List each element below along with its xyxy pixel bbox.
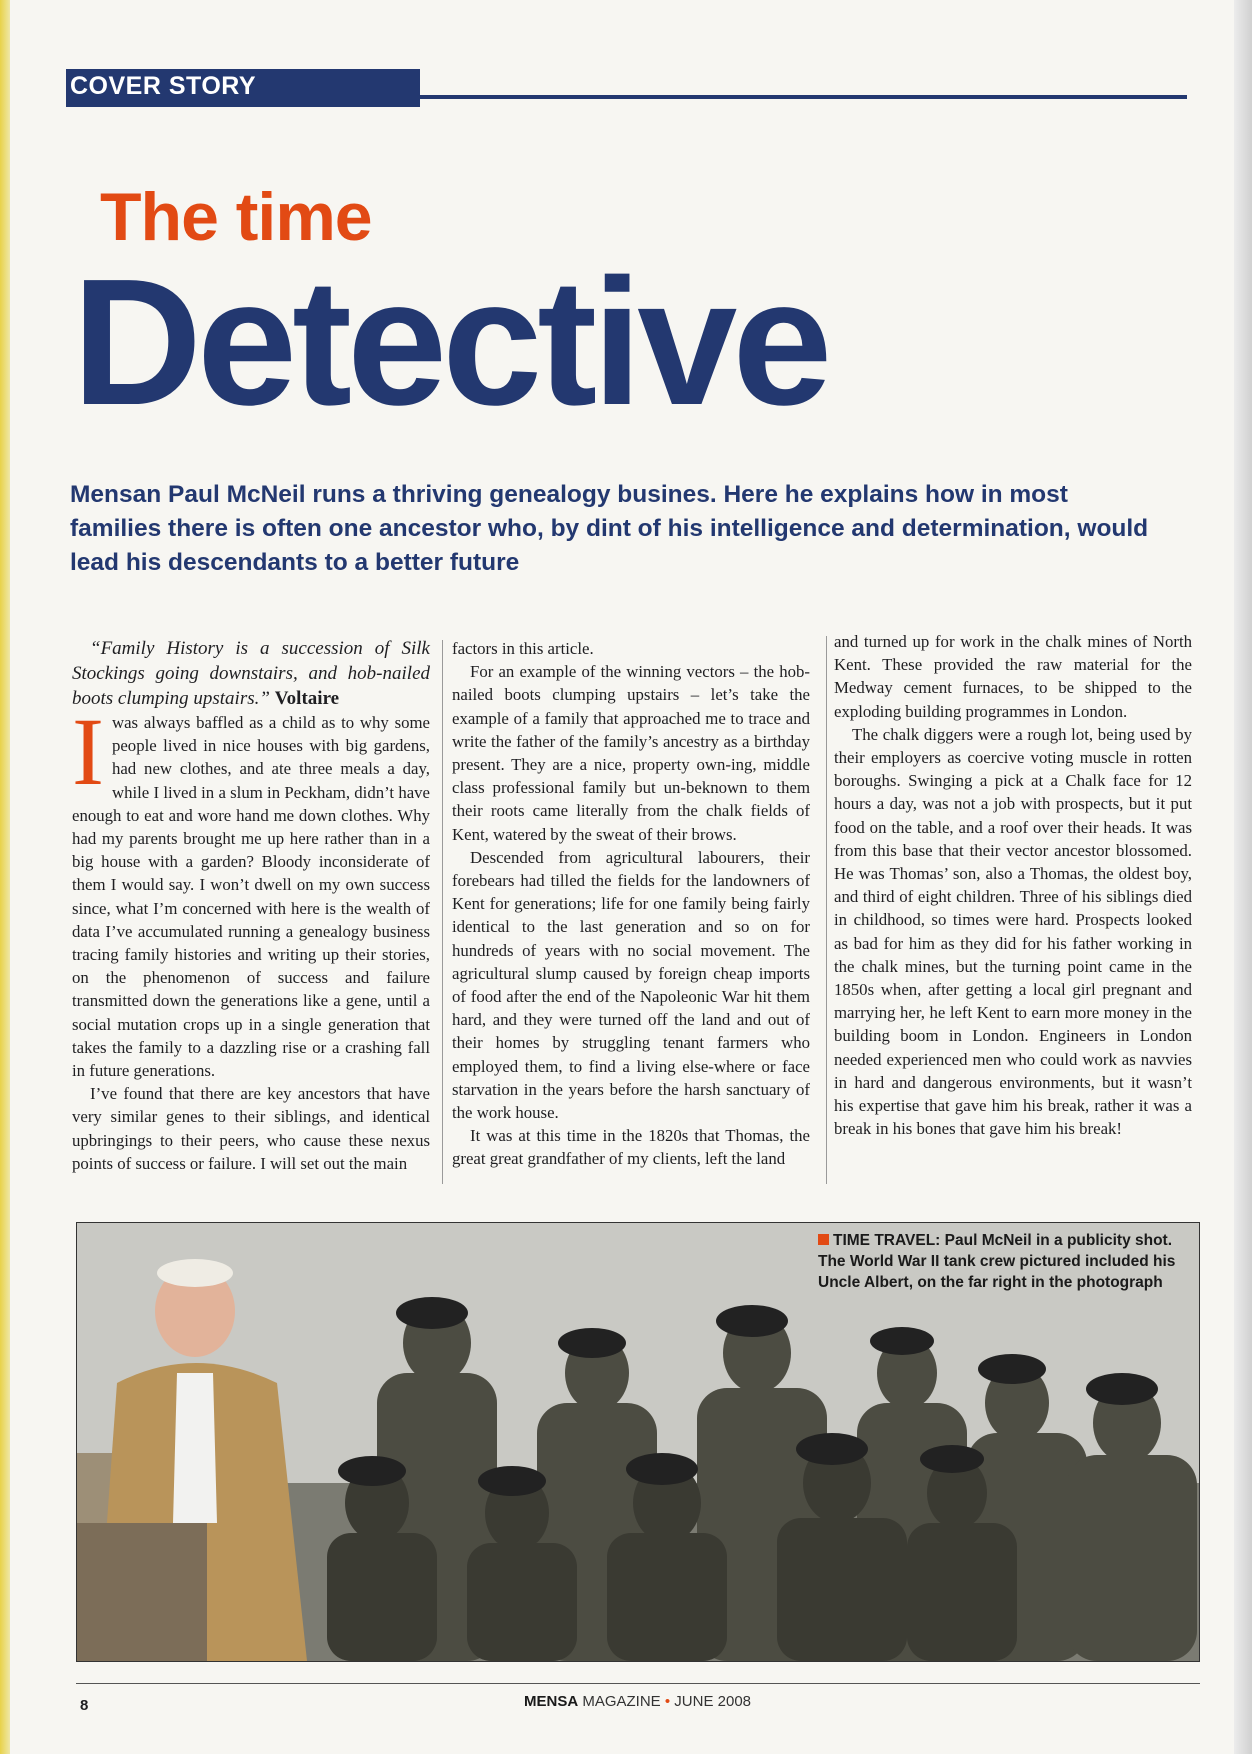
photo-caption [818, 1230, 1190, 1293]
article-column-1 [72, 636, 430, 1175]
paragraph: and turned up for work in the chalk mines of North Kent. These provided the raw material for the Medway cement furnaces, to be shipped to the exploding building programmes in London. [834, 632, 1192, 721]
paragraph: Descended from agricultural labourers, their forebears had tilled the fields for the landowners of Kent for generations; life for one family being fairly identical to the last generation and so on for hundreds of years with no social movement. The agricultural slump caused by foreign cheap imports of food after the end of the Napoleonic War hit them hard, and they were turned off the land and out of their homes by struggling tenant farmers who employed them, to find a living else-where or face starvation in the years before the harsh sanctuary of the work house. [452, 847, 810, 1123]
section-label: COVER STORY [70, 72, 257, 100]
headline-kicker: The time [100, 179, 372, 255]
paragraph: The chalk diggers were a rough lot, being used by their employers as coercive voting muscle in rotten boroughs. Swinging a pick at a Chalk face for 12 hours a day, was not a job with prospects, but it put food on the table, and a roof over their heads. It was from this base that their vector ancestor blossomed. He was Thomas’ son, also a Thomas, the oldest boy, and third of eight children. Three of his siblings died in childhood, so times were hard. Prospects looked as bad for him as they did for his father working in the chalk mines, but the turning point came in the 1850s when, after getting a local girl pregnant and marrying her, he left Kent to earn more money in the building boom in London. Engineers in London needed experienced men who could work as navvies in hard and dangerous environments, but it wasn’t his expertise that gave him his break, rather it was a break in his bones that gave him his break! [834, 724, 1192, 1139]
paragraph: I’ve found that there are key ancestors that have very similar genes to their siblings, and identical upbringings to their peers, who cause these nexus points of success or failure. I will set out the main [72, 1084, 430, 1173]
caption-text: TIME TRAVEL: Paul McNeil in a publicity shot. The World War II tank crew pictured included his Uncle Albert, on the far right in the photograph [818, 1232, 1176, 1291]
page-number: 8 [80, 1697, 89, 1714]
epigraph-text: “Family History is a succession of Silk Stockings going downstairs, and hob-nailed boots clumping upstairs.” [72, 638, 430, 709]
headline: Detective [72, 242, 828, 443]
article-column-2 [452, 637, 810, 1171]
column-divider [826, 636, 827, 1184]
article-column-3 [834, 630, 1192, 1140]
paragraph: It was at this time in the 1820s that Thomas, the great great grandfather of my clients, left the land [452, 1126, 810, 1169]
footer-date: JUNE 2008 [674, 1693, 752, 1710]
epigraph [72, 636, 430, 711]
epigraph-author: Voltaire [274, 688, 340, 709]
drop-cap: I [72, 698, 104, 805]
footer-magazine: MAGAZINE [582, 1693, 661, 1710]
footer-separator: • [664, 1693, 671, 1710]
page-edge [1234, 0, 1252, 1754]
paragraph-text: was always baffled as a child as to why some people lived in nice houses with big gardens, had new clothes, and ate three meals a day, while I lived in a slum in Peckham, didn’t have enough to eat and wore hand me down clothes. Why had my parents brought me up here rather than in a big house with a garden? Bloody inconsiderate of them I would say. I won’t dwell on my own success since, what I’m concerned with here is the wealth of data I’ve accumulated running a genealogy business tracing family histories and writing up their stories, on the phenomenon of success and failure transmitted down the generations like a gene, until a social mutation crops up in a single generation that takes the family to a dazzling rise or a crashing fall in future generations. [72, 713, 430, 1081]
footer-masthead [524, 1693, 751, 1710]
paragraph: factors in this article. [452, 639, 594, 658]
paragraph: For an example of the winning vectors – the hob-nailed boots clumping upstairs – let’s take the example of a family that approached me to trace and write the father of the family’s ancestry as a birthday present. They are a nice, property own-ing, middle class professional family but un-beknown to them their roots came literally from the chalk fields of Kent, watered by the sweat of their brows. [452, 662, 810, 844]
footer-rule [76, 1683, 1200, 1684]
column-divider [442, 640, 443, 1184]
section-rule [420, 95, 1187, 99]
caption-bullet-icon [818, 1234, 829, 1245]
footer-brand: MENSA [524, 1693, 579, 1710]
standfirst: Mensan Paul McNeil runs a thriving genealogy busines. Here he explains how in most families there is often one ancestor who, by dint of his intelligence and determination, would lead his descendants to a better future [70, 481, 1149, 576]
page-spine [0, 0, 10, 1754]
